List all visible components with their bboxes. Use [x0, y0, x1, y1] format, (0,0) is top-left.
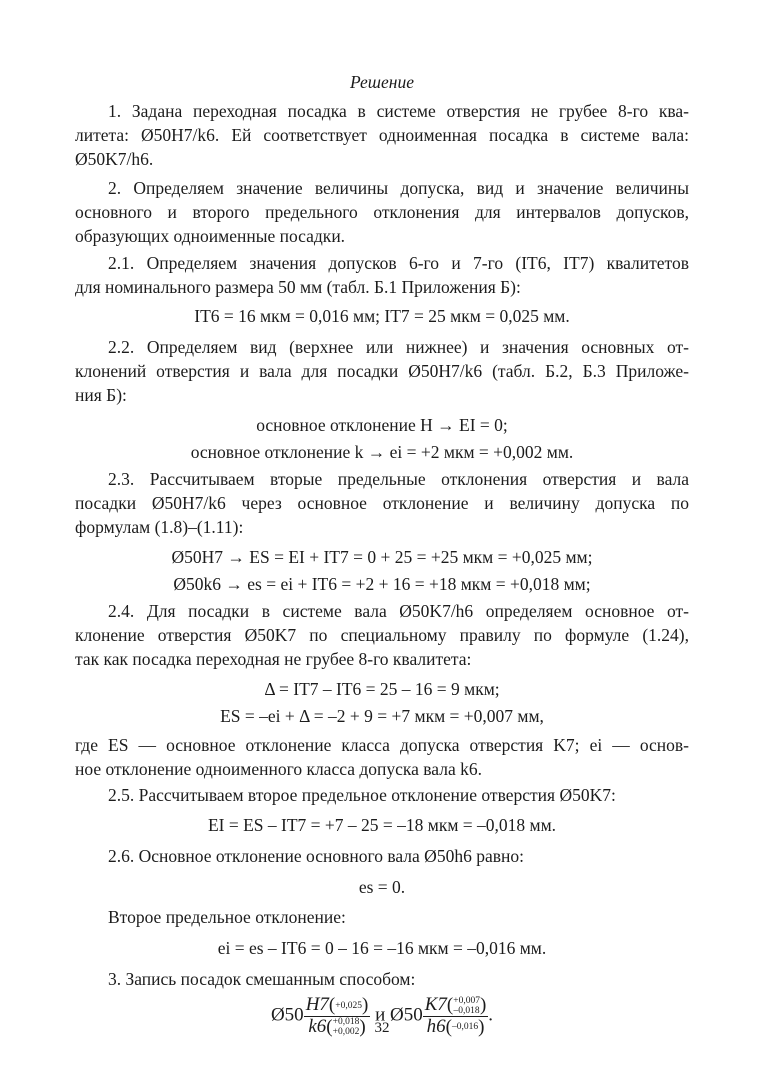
- fit2-numerator: K7( +0,007 –0,018 ): [424, 994, 487, 1016]
- fit2-denominator: h6( –0,016 ): [426, 1015, 485, 1038]
- formula-2-4b: ES = –ei + Δ = –2 + 9 = +7 мкм = +0,007 мм,: [220, 706, 544, 726]
- fit2-hole-dev-lower: –0,018: [453, 1005, 480, 1016]
- fit1-hole-devs: [335, 1001, 362, 1011]
- fit1-hole-dev-upper: +0,025: [335, 1000, 362, 1011]
- p23-line2: посадки Ø50H7/k6 через основное отклонение и величину допуска по: [75, 493, 689, 513]
- fit1-denominator: k6( +0,018 +0,002 ): [308, 1015, 366, 1038]
- formula-2-4a: Δ = IT7 – IT6 = 25 – 16 = 9 мкм;: [264, 679, 500, 699]
- fit2-hole-dev-upper: +0,007: [453, 995, 480, 1006]
- p21-line1: 2.1. Определяем значения допусков 6-го и 7-го (IT6, IT7) квалитетов: [108, 253, 689, 273]
- p21-line2: для номинального размера 50 мм (табл. Б.1 Приложения Б):: [75, 277, 521, 297]
- p26b-line: Второе предельное отклонение:: [108, 907, 346, 927]
- p26-line: 2.6. Основное отклонение основного вала Ø50h6 равно:: [108, 846, 524, 866]
- p22-line2: клонений отверстия и вала для посадки Ø50H7/k6 (табл. Б.2, Б.3 Приложе-: [75, 361, 689, 381]
- fit2-hole-devs: [453, 996, 480, 1016]
- p24b-line2: ное отклонение одноименного класса допуска вала k6.: [75, 759, 482, 779]
- p2-line2: основного и второго предельного отклонения для интервалов допусков,: [75, 202, 689, 222]
- formula-2-6b: ei = es – IT6 = 0 – 16 = –16 мкм = –0,016 мм.: [217, 938, 547, 958]
- fit1-shaft-dev-upper: +0,018: [332, 1017, 360, 1028]
- fit1-prefix: Ø50: [270, 1004, 304, 1026]
- formula-2-6: es = 0.: [358, 877, 406, 897]
- fit-joiner: и: [375, 1004, 386, 1026]
- formula-2-2a: основное отклонение H → EI = 0;: [256, 415, 508, 435]
- p3-line: 3. Запись посадок смешанным способом:: [108, 969, 416, 989]
- formula-2-3b: Ø50k6 → es = ei + IT6 = +2 + 16 = +18 мкм = +0,018 мм;: [173, 574, 591, 594]
- p1-line2: литета: Ø50H7/k6. Ей соответствует одноименная посадка в системе вала:: [75, 125, 689, 145]
- p24b-line1: где ES — основное отклонение класса допуска отверстия K7; ei — основ-: [75, 735, 689, 755]
- fit1-numerator: H7( +0,025 ): [305, 994, 369, 1016]
- formula-2-3a: Ø50H7 → ES = EI + IT7 = 0 + 25 = +25 мкм = +0,025 мм;: [171, 547, 593, 567]
- formula-2-1: IT6 = 16 мкм = 0,016 мм; IT7 = 25 мкм = 0,025 мм.: [194, 306, 570, 326]
- fit1-shaft-class: k6: [308, 1015, 327, 1037]
- fit2-hole-class: K7: [424, 994, 447, 1015]
- fit1-shaft-dev-lower: +0,002: [332, 1027, 360, 1038]
- p24-line3: так как посадка переходная не грубее 8-го квалитета:: [75, 649, 472, 669]
- p2-line1: 2. Определяем значение величины допуска, вид и значение величины: [108, 178, 689, 198]
- formula-2-2b: основное отклонение k → ei = +2 мкм = +0,002 мм.: [190, 442, 574, 462]
- p25-line: 2.5. Рассчитываем второе предельное отклонение отверстия Ø50K7:: [108, 785, 616, 805]
- p23-line3: формулам (1.8)–(1.11):: [75, 517, 244, 537]
- fit1-hole-class: H7: [305, 994, 329, 1015]
- p23-line1: 2.3. Рассчитываем вторые предельные отклонения отверстия и вала: [108, 469, 689, 489]
- fit2-shaft-dev-lower: –0,016: [451, 1022, 479, 1033]
- fit2-prefix: Ø50: [389, 1004, 423, 1026]
- section-heading: Решение: [349, 72, 414, 92]
- p24-line2: клонение отверстия Ø50K7 по специальному правилу по формуле (1.24),: [75, 625, 689, 645]
- p22-line1: 2.2. Определяем вид (верхнее или нижнее) и значения основных от-: [108, 337, 689, 357]
- p22-line3: ния Б):: [75, 385, 127, 405]
- p24-line1: 2.4. Для посадки в системе вала Ø50K7/h6 определяем основное от-: [108, 601, 689, 621]
- page-number: 32: [374, 1020, 390, 1036]
- formula-2-5: EI = ES – IT7 = +7 – 25 = –18 мкм = –0,018 мм.: [207, 815, 557, 835]
- fit2-shaft-class: h6: [426, 1015, 446, 1037]
- fit-end: .: [488, 1004, 494, 1026]
- p2-line3: образующих одноименные посадки.: [75, 226, 346, 246]
- p1-line1: 1. Задана переходная посадка в системе отверстия не грубее 8-го ква-: [108, 101, 689, 121]
- p1-line3: Ø50K7/h6.: [75, 149, 154, 169]
